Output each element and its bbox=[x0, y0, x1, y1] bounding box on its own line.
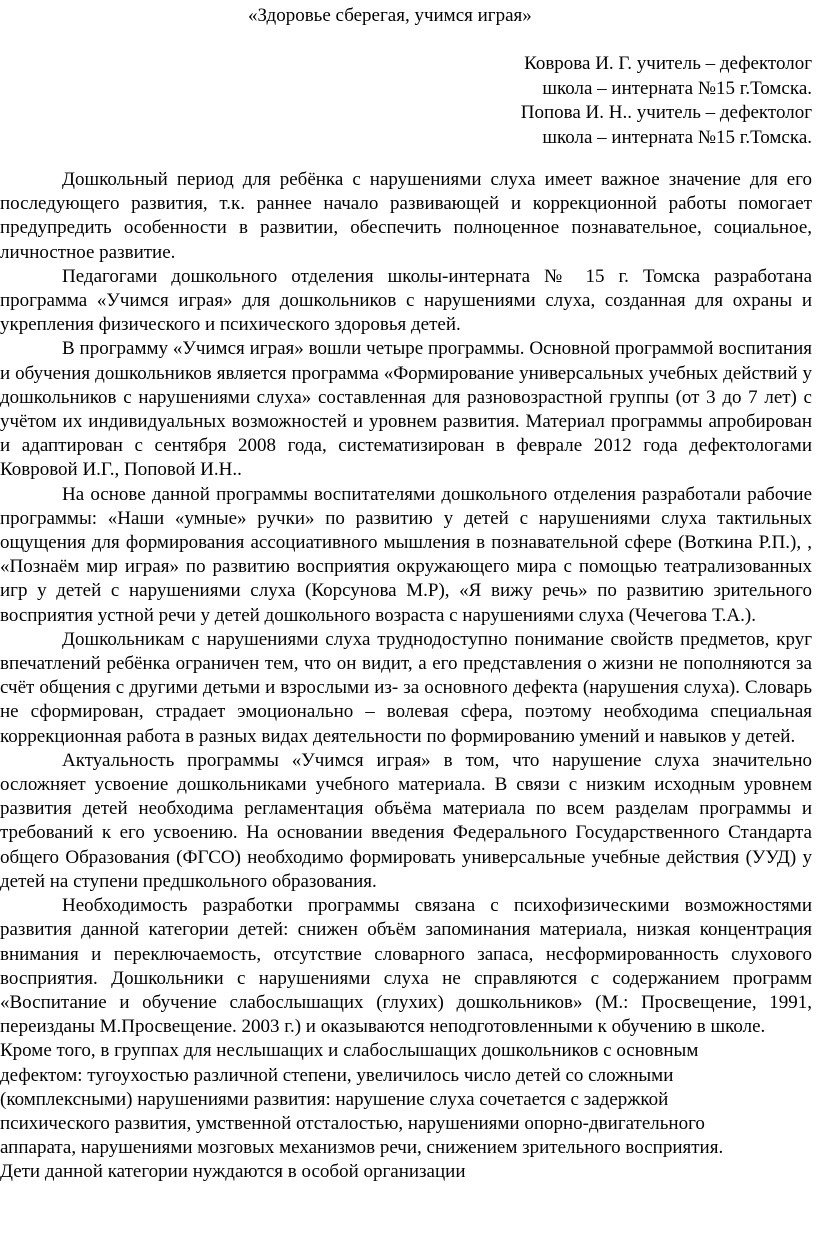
paragraph: Необходимость разработки программы связана с психофизическими возможностями развития данной категории детей: снижен объём запоминания материала, низкая концентрация внимания и переключаемость, отсутствие словарного запаса, несформированность слухового восприятия. Дошкольники с нарушениями слуха не справляются с содержанием программ «Воспитание и обучение слабослышащих (глухих) дошкольников» (М.: Просвещение, 1991, переизданы М.Просвещение. 2003 г.) и оказываются неподготовленными к обучению в школе. bbox=[0, 895, 812, 1038]
text-line: Дети данной категории нуждаются в особой организации bbox=[0, 1161, 466, 1183]
closing-paragraph bbox=[0, 1039, 812, 1184]
document-body bbox=[0, 168, 812, 1185]
text-line: дефектом: тугоухостью различной степени, увеличилось число детей со сложными bbox=[0, 1064, 674, 1086]
author-line: школа – интерната №15 г.Томска. bbox=[542, 126, 812, 148]
paragraph: Дошкольный период для ребёнка с нарушениями слуха имеет важное значение для его последующего развития, т.к. раннее начало развивающей и коррекционной работы помогает предупредить особенности в развитии, обеспечить полноценное познавательное, социальное, личностное развитие. bbox=[0, 169, 812, 263]
author-block bbox=[521, 52, 812, 150]
text-line: (комплексными) нарушениями развития: нарушение слуха сочетается с задержкой bbox=[0, 1088, 669, 1110]
text-line: психического развития, умственной отсталостью, нарушениями опорно-двигательного bbox=[0, 1112, 705, 1134]
paragraph: Дошкольникам с нарушениями слуха труднодоступно понимание свойств предметов, круг впечатлений ребёнка ограничен тем, что он видит, а его представления о жизни не пополняются за счёт общения с другими детьми и взрослыми из- за основного дефекта (нарушения слуха). Словарь не сформирован, страдает эмоционально – волевая сфера, поэтому необходима специальная коррекционная работа в разных видах деятельности по формированию умений и навыков у детей. bbox=[0, 628, 812, 747]
text-line: аппарата, нарушениями мозговых механизмов речи, снижением зрительного восприятия. bbox=[0, 1137, 724, 1159]
paragraph: Актуальность программы «Учимся играя» в том, что нарушение слуха значительно осложняет усвоение дошкольниками учебного материала. В связи с низким исходным уровнем развития детей необходима регламентация объёма материала по всем разделам программы и требований к его усвоению. На основании введения Федерального Государственного Стандарта общего Образования (ФГСО) необходимо формировать универсальные учебные действия (УУД) у детей на ступени предшкольного образования. bbox=[0, 749, 812, 892]
author-line: Коврова И. Г. учитель – дефектолог bbox=[524, 53, 812, 74]
paragraph: В программу «Учимся играя» вошли четыре программы. Основной программой воспитания и обучения дошкольников является программа «Формирование универсальных учебных действий у дошкольников с нарушениями слуха» составленная для разновозрастной группы (от 3 до 7 лет) с учётом их индивидуальных возможностей и уровнем развития. Материал программы апробирован и адаптирован с сентября 2008 года, систематизирован в феврале 2012 года дефектологами Ковровой И.Г., Поповой И.Н.. bbox=[0, 338, 812, 481]
author-line: Попова И. Н.. учитель – дефектолог bbox=[520, 102, 812, 123]
author-line: школа – интерната №15 г.Томска. bbox=[542, 77, 812, 99]
document-title: «Здоровье сберегая, учимся играя» bbox=[248, 5, 532, 26]
paragraph: Педагогами дошкольного отделения школы-интерната № 15 г. Томска разработана программа «Учимся играя» для дошкольников с нарушениями слуха, созданная для охраны и укрепления физического и психического здоровья детей. bbox=[0, 265, 812, 336]
text-line: Кроме того, в группах для неслышащих и слабослышащих дошкольников с основным bbox=[0, 1040, 699, 1062]
paragraph: На основе данной программы воспитателями дошкольного отделения разработали рабочие программы: «Наши «умные» ручки» по развитию у детей с нарушениями слуха тактильных ощущения для формирования ассоциативного мышления в познавательной сфере (Воткина Р.П.), , «Познаём мир играя» по развитию восприятия окружающего мира с помощью театрализованных игр у детей с нарушениями слуха (Корсунова М.Р), «Я вижу речь» по развитию зрительного восприятия устной речи у детей дошкольного возраста с нарушениями слуха (Чечегова Т.А.). bbox=[0, 483, 812, 626]
